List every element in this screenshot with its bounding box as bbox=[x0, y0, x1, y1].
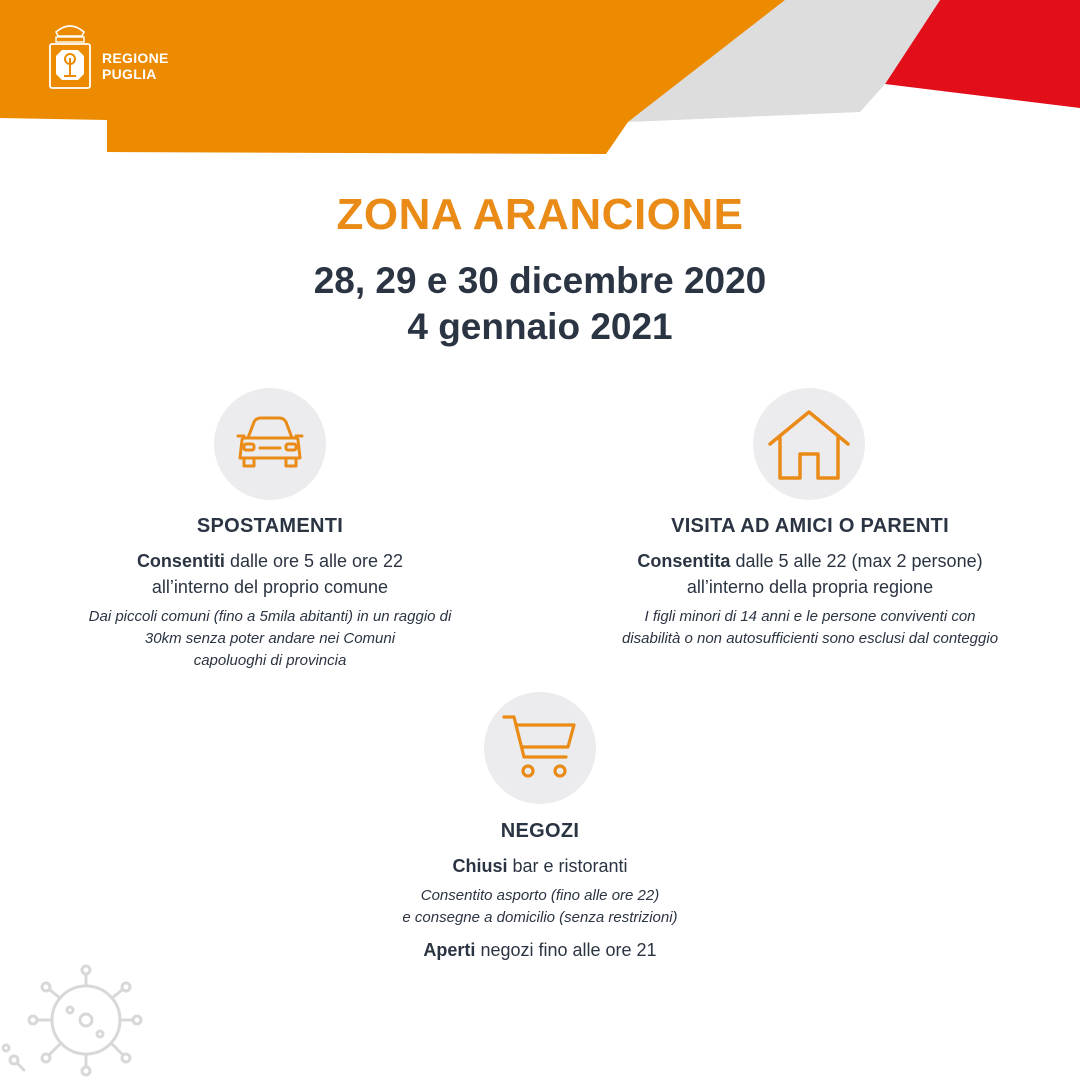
spostamenti-note-2: 30km senza poter andare nei Comuni bbox=[144, 630, 396, 647]
visita-note bbox=[560, 606, 1060, 650]
spostamenti-line-1 bbox=[40, 548, 500, 574]
visita-heading: VISITA AD AMICI O PARENTI bbox=[671, 515, 949, 537]
negozi-icon-circle bbox=[484, 692, 596, 804]
negozi-status-closed: Chiusi bbox=[452, 856, 508, 876]
visita-section bbox=[560, 515, 1060, 650]
negozi-open-rest: negozi fino alle ore 21 bbox=[475, 940, 657, 960]
dates-subtitle bbox=[0, 258, 1080, 350]
spostamenti-status: Consentiti bbox=[136, 551, 225, 571]
visita-line-2: all’interno della propria regione bbox=[686, 577, 934, 597]
visita-icon-circle bbox=[753, 388, 865, 500]
negozi-note-1: Consentito asporto (fino alle ore 22) bbox=[420, 887, 660, 904]
house-icon bbox=[766, 406, 852, 482]
negozi-note bbox=[290, 885, 790, 929]
negozi-heading: NEGOZI bbox=[500, 820, 580, 842]
logo-line-1: REGIONE bbox=[102, 50, 169, 66]
spostamenti-icon-circle bbox=[214, 388, 326, 500]
logo-text bbox=[102, 50, 169, 82]
negozi-closed-rest: bar e ristoranti bbox=[507, 856, 628, 876]
shopping-cart-icon bbox=[502, 713, 578, 783]
logo-line-2: PUGLIA bbox=[102, 66, 157, 82]
virus-icon bbox=[0, 960, 160, 1079]
regione-puglia-logo bbox=[48, 22, 188, 92]
crest-icon bbox=[48, 22, 92, 92]
spostamenti-heading: SPOSTAMENTI bbox=[196, 515, 344, 537]
spostamenti-note bbox=[40, 606, 500, 672]
visita-line-1 bbox=[560, 548, 1060, 574]
car-icon bbox=[234, 414, 306, 474]
negozi-section bbox=[290, 820, 790, 963]
negozi-line-1 bbox=[290, 853, 790, 879]
negozi-note-2: e consegne a domicilio (senza restrizioni) bbox=[402, 909, 678, 926]
visita-hours: dalle 5 alle 22 (max 2 persone) bbox=[730, 551, 983, 571]
spostamenti-note-3: capoluoghi di provincia bbox=[193, 652, 347, 669]
dates-line-2: 4 gennaio 2021 bbox=[407, 306, 673, 347]
spostamenti-hours: dalle ore 5 alle ore 22 bbox=[224, 551, 404, 571]
spostamenti-line-2: all’interno del proprio comune bbox=[151, 577, 389, 597]
visita-status: Consentita bbox=[637, 551, 731, 571]
negozi-status-open: Aperti bbox=[423, 940, 476, 960]
page-title: ZONA ARANCIONE bbox=[336, 190, 744, 239]
spostamenti-note-1: Dai piccoli comuni (fino a 5mila abitanti) in un raggio di bbox=[88, 608, 452, 625]
negozi-line-3 bbox=[290, 937, 790, 963]
visita-note-1: I figli minori di 14 anni e le persone conviventi con bbox=[644, 608, 976, 625]
spostamenti-section bbox=[40, 515, 500, 672]
visita-note-2: disabilità o non autosufficienti sono esclusi dal conteggio bbox=[621, 630, 999, 647]
dates-line-1: 28, 29 e 30 dicembre 2020 bbox=[313, 260, 767, 301]
